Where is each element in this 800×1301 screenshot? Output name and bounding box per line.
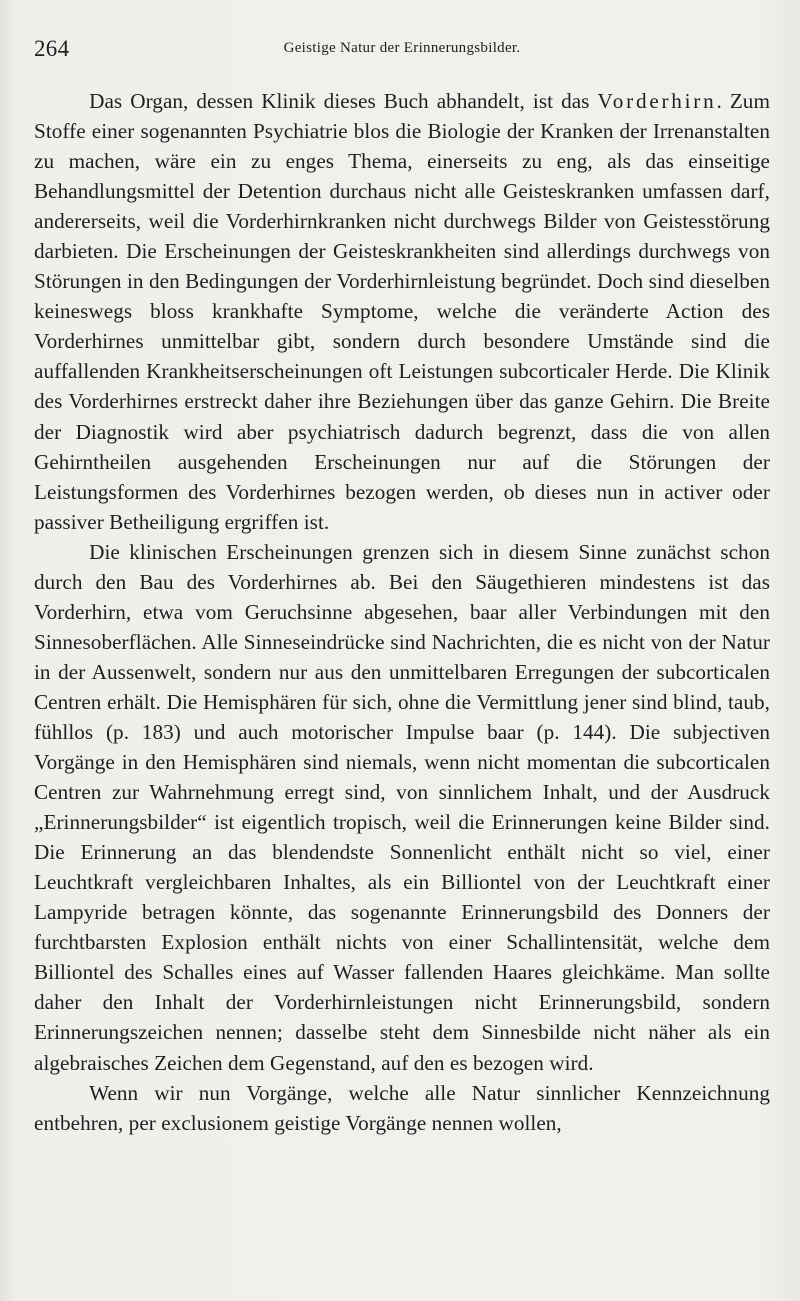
paragraph-1-continuation: . Zum Stoffe einer sogenannten Psychiatrie blos die Biologie der Kranken der Irrenanstalten zu machen, wäre ein zu enges Thema, einerseits zu eng, als das einseitige Behandlungsmittel der Detention durchaus nicht alle Geisteskranken umfassen darf, andererseits, weil die Vorderhirnkranken nicht durchwegs Bilder von Geistesstörung darbieten. Die Erscheinungen der Geisteskrankheiten sind allerdings durchwegs von Störungen in den Bedingungen der Vorderhirnleistung begründet. Doch sind dieselben keineswegs bloss krankhafte Symptome, welche die veränderte Action des Vorderhirnes unmittelbar gibt, sondern durch besondere Umstände sind die auffallenden Krankheitserscheinungen oft Leistungen subcorticaler Herde. Die Klinik des Vorderhirnes erstreckt daher ihre Beziehungen über das ganze Gehirn. Die Breite der Diagnostik wird aber psychiatrisch dadurch begrenzt, dass die von allen Gehirntheilen ausgehenden Erscheinungen nur auf die Störungen der Leistungsformen des Vorderhirnes bezogen werden, ob dieses nun in activer oder passiver Betheiligung ergriffen ist. [34, 89, 770, 534]
running-title: Geistige Natur der Erinnerungsbilder. [283, 40, 521, 56]
page-number: 264 [34, 36, 70, 61]
body-text [34, 86, 770, 1138]
paragraph-1-opening: Das Organ, dessen Klinik dieses Buch abhandelt, ist das [89, 89, 598, 113]
paragraph-3: Wenn wir nun Vorgänge, welche alle Natur sinnlicher Kennzeichnung entbehren, per exclusionem geistige Vorgänge nennen wollen, [34, 1080, 770, 1135]
paragraph-1 [34, 86, 770, 537]
paragraph-2: Die klinischen Erscheinungen grenzen sich in diesem Sinne zunächst schon durch den Bau des Vorderhirnes ab. Bei den Säugethieren mindestens ist das Vorderhirn, etwa vom Geruchsinne abgesehen, baar aller Verbindungen mit den Sinnesoberflächen. Alle Sinneseindrücke sind Nachrichten, die es nicht von der Natur in der Aussenwelt, sondern nur aus den unmittelbaren Erregungen der subcorticalen Centren erhält. Die Hemisphären für sich, ohne die Vermittlung jener sind blind, taub, fühllos (p. 183) und auch motorischer Impulse baar (p. 144). Die subjectiven Vorgänge in den Hemisphären sind niemals, wenn nicht momentan die subcorticalen Centren zur Wahrnehmung erregt sind, von sinnlichem Inhalt, und der Ausdruck „Erinnerungsbilder“ ist eigentlich tropisch, weil die Erinnerungen keine Bilder sind. Die Erinnerung an das blendendste Sonnenlicht enthält nicht so viel, einer Leuchtkraft vergleichbaren Inhaltes, als ein Billiontel von der Leuchtkraft einer Lampyride betragen könnte, das sogenannte Erinnerungsbild des Donners der furchtbarsten Explosion enthält nichts von einer Schallintensität, welche dem Billiontel des Schalles eines auf Wasser fallenden Haares gleichkäme. Man sollte daher den Inhalt der Vorderhirnleistungen nicht Erinnerungsbild, sondern Erinnerungszeichen nennen; dasselbe steht dem Sinnesbilde nicht näher als ein algebraisches Zeichen dem Gegenstand, auf den es bezogen wird. [34, 539, 770, 1075]
running-head [34, 36, 770, 62]
emphasized-term: Vorderhirn [597, 89, 717, 113]
